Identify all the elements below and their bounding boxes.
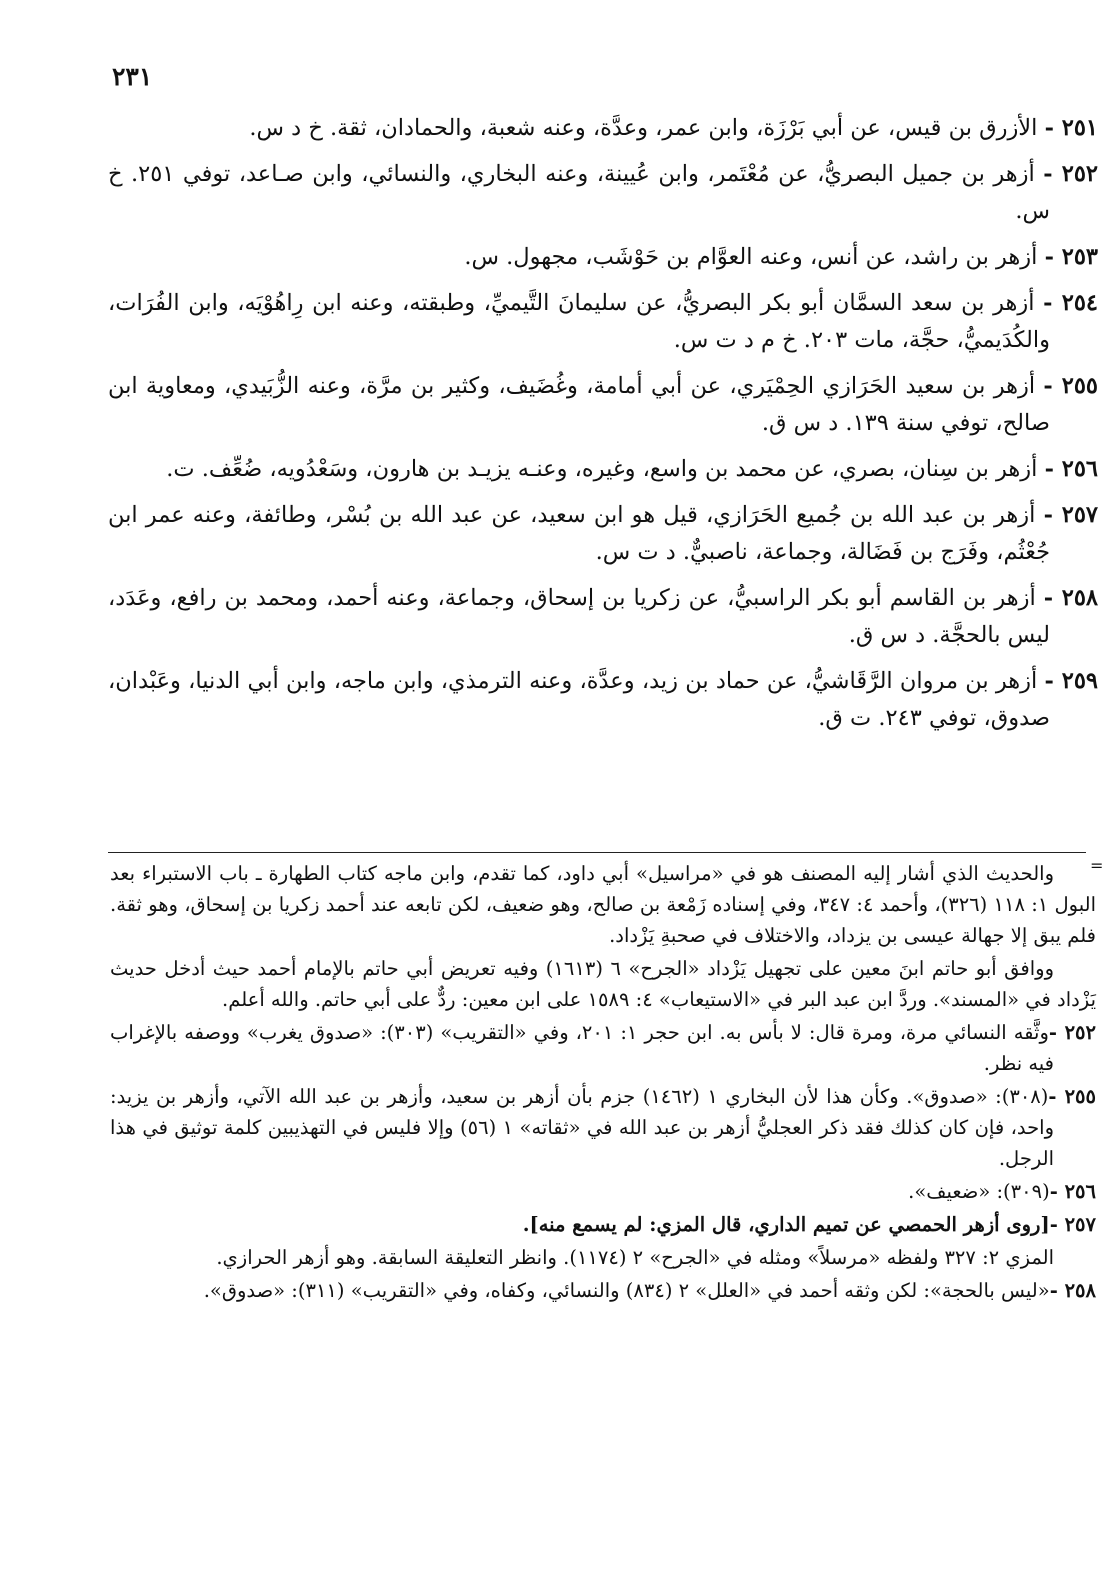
- footnote-255: [110, 1081, 1096, 1174]
- footnote-continued: [110, 858, 1096, 951]
- footnote-number: ٢٥٧ -: [1049, 1213, 1096, 1236]
- footnote-text: [روى أزهر الحمصي عن تميم الداري، قال المزي: لم يسمع منه].: [522, 1213, 1050, 1236]
- entry-text: أزهر بن سِنان، بصري، عن محمد بن واسع، وغيره، وعنـه يزيـد بن هارون، وسَعْدُويه، ضُعِّف. ت.: [166, 456, 1038, 482]
- footnote-text: والحديث الذي أشار إليه المصنف هو في «مراسيل» أبي داود، كما تقدم، وابن ماجه كتاب الطهارة ـ باب الاستبراء بعد البول ١: ١١٨ (٣٢٦)، وأحمد ٤: ٣٤٧، وفي إسناده زَمْعة بن صالح، وهو ضعيف، لكن تابعه عند أحمد زكريا بن إسحاق، وهو ثقة. فلم يبق إلا جهالة عيسى بن يزداد، والاختلاف في صحبةِ يَزْداد.: [110, 862, 1096, 947]
- footnote-number: ٢٥٢ -: [1048, 1021, 1096, 1044]
- entry-258: [108, 580, 1098, 654]
- footnote-252: [110, 1017, 1096, 1079]
- page-number: ٢٣١: [112, 62, 153, 91]
- entry-257: [108, 497, 1098, 571]
- footnote-text: (٣٠٨): «صدوق». وكأن هذا لأن البخاري ١ (١٤٦٢) جزم بأن أزهر بن سعيد، وأزهر بن عبد الله الآتي، وأزهر بن يزيد: واحد، فإن كان كذلك فقد ذكر العجليُّ أزهر بن عبد الله في «ثقاته» ١ (٥٦) وإلا فليس في التهذيبين كلمة توثيق في هذا الرجل.: [110, 1085, 1054, 1170]
- entry-number: ٢٥٦ -: [1044, 456, 1098, 482]
- footnote-text: «ليس بالحجة»: لكن وثقه أحمد في «العلل» ٢ (٨٣٤) والنسائي، وكفاه، وفي «التقريب» (٣١١): «صدوق».: [203, 1279, 1050, 1302]
- entry-number: ٢٥٤ -: [1043, 290, 1098, 316]
- entry-text: أزهر بن عبد الله بن جُميع الحَرَازي، قيل هو ابن سعيد، عن عبد الله بن بُسْر، وطائفة، وعنه عمر ابن جُعْثُم، وفَرَج بن فَضَالة، وجماعة، ناصبيٌّ. د ت س.: [108, 502, 1050, 565]
- entry-text: الأزرق بن قيس، عن أبي بَرْزَة، وابن عمر، وعدَّة، وعنه شعبة، والحمادان، ثقة. خ د س.: [249, 115, 1038, 141]
- continuation-mark: =: [1090, 856, 1104, 875]
- entry-number: ٢٥٣ -: [1044, 244, 1098, 270]
- entry-number: ٢٥٧ -: [1043, 502, 1099, 528]
- entry-255: [108, 368, 1098, 442]
- footnote-257-continued: [110, 1242, 1096, 1273]
- entry-254: [108, 285, 1098, 359]
- footnote-number: ٢٥٦ -: [1049, 1180, 1096, 1203]
- footnotes: [110, 858, 1096, 1308]
- footnote-separator: [108, 852, 1086, 853]
- footnote-continued: [110, 953, 1096, 1015]
- footnote-257: [110, 1209, 1096, 1240]
- entry-number: ٢٥٥ -: [1043, 373, 1098, 399]
- footnote-text: (٣٠٩): «ضعيف».: [908, 1180, 1050, 1203]
- entry-259: [108, 663, 1098, 737]
- footnote-number: ٢٥٨ -: [1049, 1279, 1096, 1302]
- footnote-256: [110, 1176, 1096, 1207]
- entry-text: أزهر بن سعيد الحَرَازي الحِمْيَري، عن أبي أمامة، وغُضَيف، وكثير بن مرَّة، وعنه الزُّبَيدي، ومعاوية ابن صالح، توفي سنة ١٣٩. د س ق.: [108, 373, 1050, 436]
- entry-text: أزهر بن جميل البصريُّ، عن مُعْتَمر، وابن عُيينة، وعنه البخاري، والنسائي، وابن صـاعد، توفي ٢٥١. خ س.: [108, 161, 1050, 224]
- entry-text: أزهر بن مروان الرَّقَاشيُّ، عن حماد بن زيد، وعدَّة، وعنه الترمذي، وابن ماجه، وابن أبي الدنيا، وعَبْدان، صدوق، توفي ٢٤٣. ت ق.: [108, 668, 1050, 731]
- entry-text: أزهر بن القاسم أبو بكر الراسبيُّ، عن زكريا بن إسحاق، وجماعة، وعنه أحمد، ومحمد بن رافع، وعَدَد، ليس بالحجَّة. د س ق.: [108, 585, 1050, 648]
- entry-number: ٢٥٢ -: [1043, 161, 1098, 187]
- footnote-text: وثَّقه النسائي مرة، ومرة قال: لا بأس به. ابن حجر ١: ٢٠١، وفي «التقريب» (٣٠٣): «صدوق يغرب» ووصفه بالإغراب فيه نظر.: [110, 1021, 1054, 1075]
- footnote-number: ٢٥٥ -: [1048, 1085, 1096, 1108]
- entry-253: [108, 239, 1098, 276]
- entry-number: ٢٥١ -: [1044, 115, 1098, 141]
- entry-text: أزهر بن راشد، عن أنس، وعنه العوَّام بن حَوْشَب، مجهول. س.: [464, 244, 1038, 270]
- entry-251: [108, 110, 1098, 147]
- entry-text: أزهر بن سعد السمَّان أبو بكر البصريُّ، عن سليمانَ التَّيميِّ، وطبقته، وعنه ابن رِاهُوْيَه، وابن الفُرَات، والكُدَيميُّ، حجَّة، مات ٢٠٣. خ م د ت س.: [108, 290, 1050, 353]
- footnote-text: ووافق أبو حاتم ابنَ معين على تجهيل يَزْداد «الجرح» ٦ (١٦١٣) وفيه تعريض أبي حاتم بالإمام أحمد حيث أدخل حديث يَزْداد في «المسند». وردَّ ابن عبد البر في «الاستيعاب» ٤: ١٥٨٩ على ابن معين: ردٌّ على أبي حاتم. والله أعلم.: [110, 957, 1096, 1011]
- entry-number: ٢٥٩ -: [1044, 668, 1098, 694]
- entry-number: ٢٥٨ -: [1043, 585, 1098, 611]
- footnote-text: المزي ٢: ٣٢٧ ولفظه «مرسلاً» ومثله في «الجرح» ٢ (١١٧٤). وانظر التعليقة السابقة. وهو أزهر الحرازي.: [216, 1246, 1054, 1269]
- entry-256: [108, 451, 1098, 488]
- entry-252: [108, 156, 1098, 230]
- biography-entries: [108, 110, 1098, 746]
- footnote-258: [110, 1275, 1096, 1306]
